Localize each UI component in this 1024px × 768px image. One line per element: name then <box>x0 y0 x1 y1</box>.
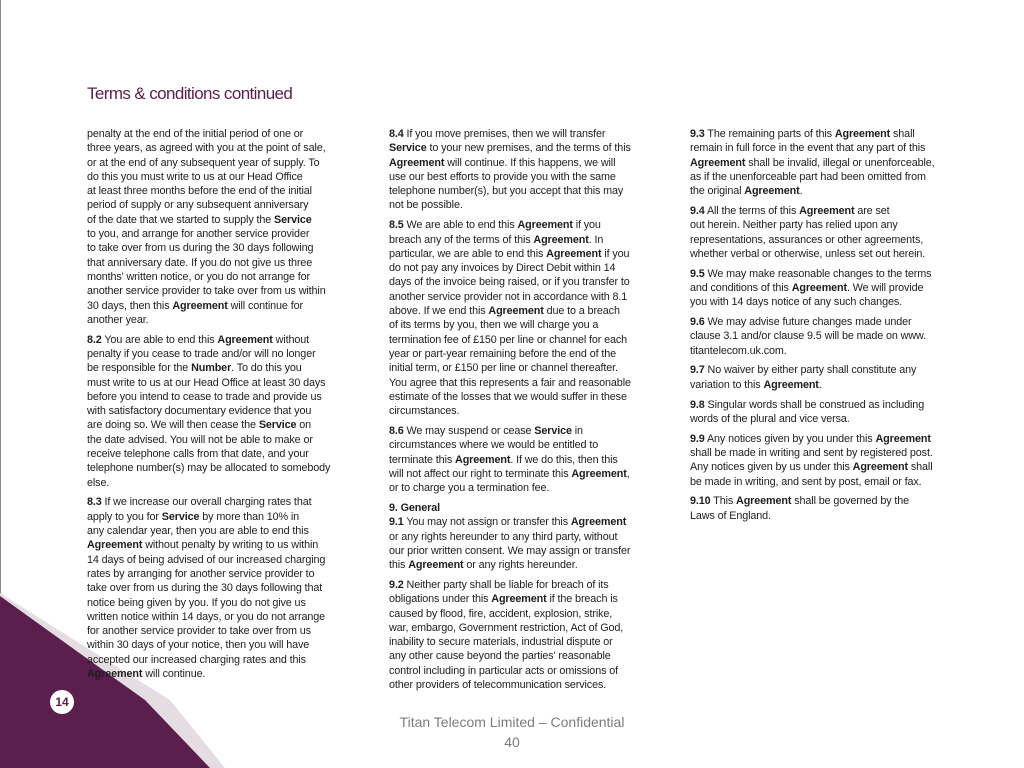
clause-line: 9.9 Any notices given by you under this Agreement <box>690 432 931 445</box>
clause-paragraph <box>690 398 975 427</box>
clause-line: penalty at the end of the initial period of one or <box>87 128 304 140</box>
clause-line: termination fee of £150 per line or channel for each <box>389 333 628 346</box>
clause-line: Any notices given by us under this Agreement shall <box>690 461 933 474</box>
clause-line: you with 14 days notice of any such changes. <box>690 296 902 309</box>
clause-line: particular, we are able to end this Agreement if you <box>389 247 630 260</box>
clause-line: year or part-year remaining before the end of the <box>389 347 616 360</box>
clause-line: as if the unenforceable part had been omitted from <box>690 170 926 183</box>
clause-line: the original Agreement. <box>690 185 803 198</box>
clause-number: 9.2 <box>389 578 404 591</box>
clause-line: 30 days, then this Agreement will continue for <box>87 299 303 312</box>
footer-confidential: Titan Telecom Limited – Confidential <box>399 714 625 730</box>
clause-line: Agreement will continue. If this happens, we will <box>389 156 616 169</box>
clause-paragraph <box>389 515 674 572</box>
clause-line: You agree that this represents a fair and reasonable <box>389 376 631 389</box>
clause-line: Agreement shall be invalid, illegal or unenforceable, <box>690 156 935 169</box>
clause-line: with satisfactory documentary evidence that you <box>87 405 312 418</box>
clause-line: notice being given by you. If you do not give us <box>87 596 306 609</box>
clause-number: 8.4 <box>389 128 404 140</box>
clause-line: 9.2 Neither party shall be liable for breach of its <box>389 578 609 591</box>
clause-paragraph <box>690 315 975 358</box>
clause-line: obligations under this Agreement if the breach is <box>389 593 618 606</box>
clause-line: another service provider not in accordance with 8.1 <box>389 290 628 303</box>
clause-line: 8.2 You are able to end this Agreement without <box>87 333 309 346</box>
clause-paragraph <box>690 494 975 523</box>
clause-line: clause 3.1 and/or clause 9.5 will be made on www. <box>690 330 926 343</box>
clause-number: 9.6 <box>690 316 705 329</box>
clause-line: days of the invoice being raised, or if you transfer to <box>389 276 630 289</box>
clause-paragraph <box>87 127 369 327</box>
clause-line: 8.5 We are able to end this Agreement if you <box>389 219 601 232</box>
clause-line: representations, assurances or other agreements, <box>690 233 924 246</box>
clause-line: that anniversary date. If you do not give us three <box>87 256 313 269</box>
page-number-badge: 14 <box>50 690 74 714</box>
clause-line: 8.3 If we increase our overall charging rates that <box>87 496 312 509</box>
clause-line: to you, and arrange for another service provider <box>87 228 310 241</box>
clause-line: and conditions of this Agreement. We will provide <box>690 281 924 294</box>
footer-slide-number: 40 <box>504 734 520 750</box>
clause-line: 9.3 The remaining parts of this Agreement shall <box>690 128 915 140</box>
section-heading: 9. General <box>389 501 441 514</box>
clause-line: be made in writing, and sent by post, email or fax. <box>690 475 922 488</box>
clause-line: remain in full force in the event that any part of this <box>690 142 926 155</box>
clause-number: 9.3 <box>690 128 705 140</box>
clause-line: 9.1 You may not assign or transfer this Agreement <box>389 516 627 529</box>
clause-line: telephone number(s) may be allocated to somebody <box>87 462 331 475</box>
clause-line: the date advised. You will not be able to make or <box>87 433 313 446</box>
clause-number: 8.3 <box>87 496 102 509</box>
clause-line: within 30 days of your notice, then you will have <box>87 639 310 652</box>
clause-line: this Agreement or any rights hereunder. <box>389 559 578 572</box>
clause-line: accepted our increased charging rates and this <box>87 653 306 666</box>
clause-line: caused by flood, fire, accident, explosion, strike, <box>389 607 613 620</box>
clause-line: be responsible for the Number. To do this you <box>87 362 302 375</box>
clause-line: shall be made in writing and sent by registered post. <box>690 446 933 459</box>
clause-paragraph <box>690 432 975 489</box>
clause-line: Service to your new premises, and the terms of this <box>389 142 631 155</box>
clause-line: at least three months before the end of the initial <box>87 185 312 198</box>
clause-line: penalty if you cease to trade and/or will no longer <box>87 347 316 360</box>
clause-line: else. <box>87 476 110 489</box>
clause-line: 9.7 No waiver by either party shall constitute any <box>690 364 917 377</box>
clause-line: control including in particular acts or omissions of <box>389 664 618 677</box>
clause-line: do this you must write to us at our Head Office <box>87 170 303 183</box>
clause-number: 9.8 <box>690 398 705 411</box>
clause-line: use our best efforts to provide you with the same <box>389 170 616 183</box>
clause-number: 9.4 <box>690 204 705 217</box>
clause-line: another service provider to take over from us within <box>87 285 326 298</box>
clause-line: 9.5 We may make reasonable changes to the terms <box>690 267 932 280</box>
clause-line: receive telephone calls from that date, and your <box>87 448 309 461</box>
clause-line: months' written notice, or you do not arrange for <box>87 270 311 283</box>
clause-line: Agreement without penalty by writing to us within <box>87 539 319 552</box>
clause-line: for another service provider to take over from us <box>87 625 311 638</box>
clause-line: 9.10 This Agreement shall be governed by the <box>690 495 910 508</box>
clause-line: of the date that we started to supply the Service <box>87 213 312 226</box>
clause-line: 9.4 All the terms of this Agreement are set <box>690 204 890 217</box>
clause-paragraph <box>690 127 975 198</box>
clause-line: Agreement will continue. <box>87 667 206 680</box>
clause-line: another year. <box>87 313 149 326</box>
clause-number: 9.10 <box>690 495 711 508</box>
clause-line: breach any of the terms of this Agreement. In <box>389 233 604 246</box>
clause-line: out herein. Neither party has relied upon any <box>690 219 898 232</box>
clause-line: 8.4 If you move premises, then we will transfer <box>389 128 606 140</box>
clause-number: 8.5 <box>389 219 404 232</box>
terms-column-3 <box>690 127 975 528</box>
clause-line: war, embargo, Government restriction, Act of God, <box>389 621 624 634</box>
clause-paragraph <box>690 363 975 392</box>
clause-line: not be possible. <box>389 199 463 212</box>
clause-line: Laws of England. <box>690 509 771 522</box>
clause-line: 9.6 We may advise future changes made under <box>690 316 912 329</box>
clause-paragraph <box>690 204 975 261</box>
clause-line: 8.6 We may suspend or cease Service in <box>389 424 583 437</box>
clause-line: variation to this Agreement. <box>690 378 822 391</box>
clause-number: 9.5 <box>690 267 705 280</box>
clause-line: whether verbal or otherwise, unless set out herein. <box>690 247 926 260</box>
clause-line: of its terms by you, then we will charge you a <box>389 319 599 332</box>
clause-line: any calendar year, then you are able to end this <box>87 525 309 538</box>
clause-line: circumstances where we would be entitled to <box>389 439 599 452</box>
clause-paragraph <box>389 218 674 418</box>
clause-line: are doing so. We will then cease the Service on <box>87 419 312 432</box>
clause-line: our prior written consent. We may assign or transfer <box>389 544 631 557</box>
clause-paragraph <box>87 333 369 490</box>
clause-line: or any rights hereunder to any third party, without <box>389 530 618 543</box>
clause-line: or to charge you a termination fee. <box>389 482 550 495</box>
clause-line: titantelecom.uk.com. <box>690 344 787 357</box>
clause-line: take over from us during the 30 days following that <box>87 582 323 595</box>
clause-paragraph <box>87 495 369 681</box>
terms-column-2 <box>389 127 674 698</box>
clause-line: written notice within 14 days, or you do not arrange <box>87 610 326 623</box>
clause-line: will not affect our right to terminate this Agreement, <box>389 467 630 480</box>
clause-number: 8.2 <box>87 333 102 346</box>
page-heading: Terms & conditions continued <box>87 84 293 103</box>
clause-line: any other cause beyond the parties' reasonable <box>389 650 611 663</box>
clause-line: or at the end of any subsequent year of supply. To <box>87 156 320 169</box>
clause-line: estimate of the losses that we would suffer in these <box>389 390 627 403</box>
clause-number: 9.9 <box>690 432 705 445</box>
clause-line: rates by arranging for another service provider to <box>87 567 315 580</box>
clause-line: 14 days of being advised of our increased charging <box>87 553 326 566</box>
clause-line: apply to you for Service by more than 10% in <box>87 510 300 523</box>
clause-paragraph <box>389 578 674 692</box>
clause-line: before you intend to cease to trade and provide us <box>87 390 322 403</box>
clause-line: telephone number(s), but you accept that this may <box>389 185 624 198</box>
clause-line: other providers of telecommunication services. <box>389 678 607 691</box>
clause-line: three years, as agreed with you at the point of sale, <box>87 142 326 155</box>
clause-line: to take over from us during the 30 days following <box>87 242 314 255</box>
clause-line: 9.8 Singular words shall be construed as including <box>690 398 925 411</box>
clause-line: period of supply or any subsequent anniversary <box>87 199 309 212</box>
clause-paragraph <box>389 127 674 213</box>
clause-line: above. If we end this Agreement due to a breach <box>389 305 620 318</box>
clause-line: do not pay any invoices by Direct Debit within 14 <box>389 262 616 275</box>
clause-paragraph <box>690 267 975 310</box>
clause-line: circumstances. <box>389 405 460 418</box>
terms-column-1 <box>87 127 369 687</box>
clause-line: initial term, or £150 per line or channel thereafter. <box>389 362 618 375</box>
clause-line: must write to us at our Head Office at least 30 days <box>87 376 326 389</box>
clause-paragraph <box>389 424 674 495</box>
clause-number: 9.7 <box>690 364 705 377</box>
clause-number: 8.6 <box>389 424 404 437</box>
clause-line: words of the plural and vice versa. <box>690 412 850 425</box>
clause-line: terminate this Agreement. If we do this, then this <box>389 453 618 466</box>
clause-number: 9.1 <box>389 516 404 529</box>
clause-line: inability to secure materials, industrial dispute or <box>389 636 613 649</box>
